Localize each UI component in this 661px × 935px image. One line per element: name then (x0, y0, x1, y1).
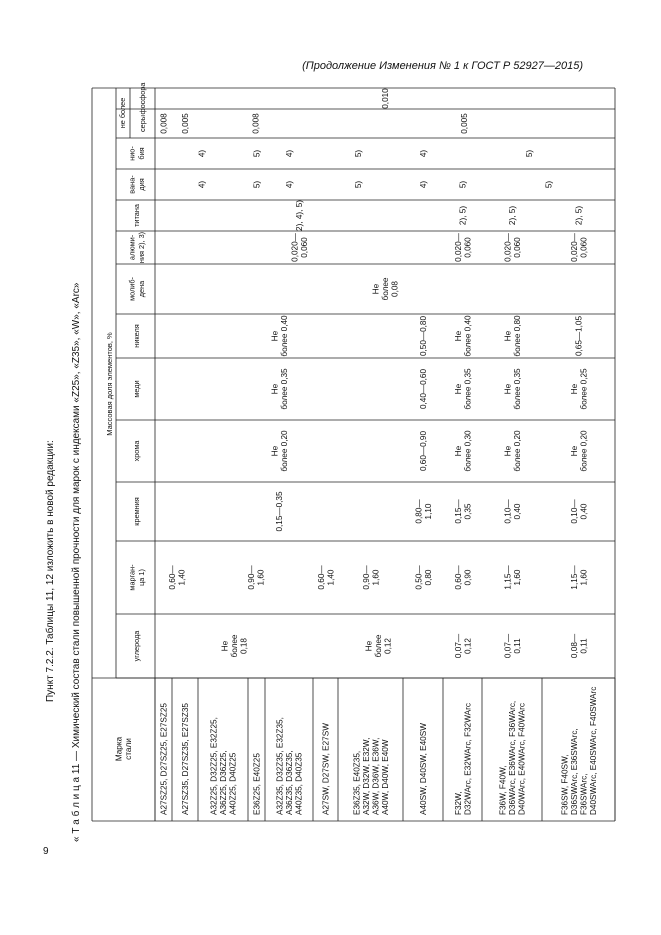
column-header-p-line: фосфора (138, 82, 147, 115)
clause-text: Пункт 7.2.2. Таблицы 11, 12 изложить в новой редакции: (45, 440, 56, 702)
cell-c_b-line: 0,12 (383, 638, 393, 654)
cell-nb_a (198, 150, 207, 158)
column-header-nb-line: нио- (127, 146, 137, 161)
cell-cu_a (270, 368, 289, 410)
cell-cr_e-line: более 0,20 (579, 430, 589, 472)
cell-si_d-line: 0,40 (512, 503, 522, 520)
cell-mn_b-line: 0,90— (246, 565, 256, 590)
cell-ti_a-line: 2), 4), 5) (295, 200, 304, 231)
cell-al_c (503, 232, 522, 261)
cell-mn_d-line: 0,90— (361, 565, 371, 590)
cell-cu_b (419, 369, 428, 410)
cell-si_c-line: 0,35 (463, 503, 473, 520)
cell-mo_a-line: Не (371, 283, 381, 295)
cell-mn_c (317, 565, 336, 590)
cell-mn_g-line: 1,60 (512, 569, 522, 586)
cell-mn_c-line: 0,60— (316, 565, 326, 590)
column-header-c-line: углерода (132, 630, 141, 662)
column-header-v (127, 175, 146, 194)
cell-si_e-line: 0,40 (579, 503, 589, 520)
cell-si_b (414, 499, 433, 524)
grade-name-line: A40W, D40W, E40W (380, 739, 390, 815)
cell-al_d (570, 232, 589, 261)
cell-mn_e-line: 0,50— (414, 565, 424, 590)
cell-c_d-line: 0,11 (512, 638, 522, 654)
cell-mn_h-line: 1,60 (579, 569, 589, 586)
cell-al_c-line: 0,020— (503, 233, 513, 262)
cell-s_c (252, 113, 261, 134)
cell-c_c (454, 633, 473, 658)
cell-cr_e-line: Не (569, 445, 579, 457)
cell-nb_d (354, 150, 363, 158)
cell-ni_d-line: Не (503, 330, 513, 342)
cell-cr_d (503, 430, 522, 472)
cell-si_e (570, 499, 589, 524)
grade-name (160, 703, 169, 815)
grade-name-line: E36Z25, E40Z25 (252, 753, 262, 815)
cell-mn_d-line: 1,60 (371, 569, 381, 586)
cell-si_e-line: 0,10— (569, 499, 579, 524)
cell-c_b-line: Не (364, 640, 374, 652)
cell-mo_a (372, 277, 400, 300)
cell-al_b-line: 0,060 (463, 237, 473, 258)
column-header-v-line: вана- (127, 175, 137, 194)
column-header-si-line: кремния (132, 497, 141, 526)
cell-nb_b (253, 150, 262, 158)
cell-mo_a-line: более (381, 277, 390, 301)
cell-cr_d-line: более 0,20 (512, 430, 522, 472)
cell-c_a (221, 634, 249, 657)
cell-si_d-line: 0,10— (503, 499, 513, 524)
cell-cr_b (419, 431, 428, 472)
column-header-ni-line: никеля (132, 324, 141, 348)
group-header (105, 332, 114, 436)
grade-name-line: D40WArc, E40WArc, F40WArc (517, 703, 527, 815)
cell-v_c-line: 4) (285, 180, 294, 189)
cell-nb_f-line: 5) (525, 149, 534, 158)
cell-v_d-line: 5) (354, 180, 363, 189)
column-header-al-line: алюми- (127, 234, 137, 261)
grade-name-line: D40SWArc, E40SWArc, F40SWArc (588, 686, 598, 815)
cell-si_d (503, 499, 522, 524)
cell-mn_f-line: 0,60— (453, 565, 463, 590)
cell-mo_a-line: 0,08 (390, 281, 400, 297)
cell-c_c-line: 0,12 (463, 638, 473, 654)
cell-al_a-line: 0,020— (290, 233, 300, 262)
grade-name (322, 723, 331, 815)
cell-nb_c (285, 150, 294, 158)
cell-v_d (354, 181, 363, 189)
cell-si_c-line: 0,15— (453, 499, 463, 524)
page-number: 9 (43, 846, 49, 857)
cell-v_b-line: 5) (252, 180, 262, 189)
group-header-line: Массовая доля элементов, % (105, 332, 114, 436)
column-header-nb (127, 146, 146, 161)
cell-cu_a-line: Не (270, 383, 280, 395)
grade-name-line: A27SZ25, D27SZ25, E27SZ25 (159, 703, 169, 815)
cell-c_c-line: 0,07— (453, 633, 463, 659)
cell-nb_c-line: 4) (285, 149, 294, 158)
cell-ti_a (295, 200, 304, 231)
column-header-mn (127, 564, 146, 591)
grade-name-line: F32W, (453, 791, 463, 815)
cell-mn_f (454, 565, 473, 590)
column-header-cr (132, 440, 141, 462)
cell-ti_b (459, 206, 468, 225)
cell-cr_a (270, 430, 289, 472)
cell-cu_e (570, 368, 589, 410)
grade-name-line: A27SZ35, D27SZ35, E27SZ35 (181, 703, 190, 815)
cell-cu_d-line: Не (503, 383, 513, 395)
cell-ni_e (575, 316, 584, 357)
cell-mn_e (414, 565, 433, 590)
cell-c_a-line: Не (220, 640, 230, 652)
cell-v_f-line: 5) (458, 180, 468, 189)
cell-ni_c-line: более 0,40 (463, 315, 473, 357)
column-header-s-line: серы (138, 114, 147, 133)
cell-cr_d-line: Не (503, 445, 513, 457)
cell-mn_h-line: 1,15— (569, 565, 579, 590)
grade-name-line: A27SW, D27SW, E27SW (321, 723, 331, 815)
cell-mn_b-line: 1,60 (256, 569, 266, 586)
grade-name (560, 687, 598, 815)
cell-s_b (181, 113, 190, 134)
cell-c_d (503, 633, 522, 658)
cell-ti_d (575, 206, 584, 225)
cell-al_b (454, 232, 473, 261)
cell-cu_e-line: Не (569, 383, 579, 395)
cell-mn_b (247, 565, 266, 590)
document-header: (Продолжение Изменения № 1 к ГОСТ Р 52927—2015) (302, 60, 583, 72)
cell-c_d-line: 0,07— (503, 633, 513, 659)
grade-name-line: D36WArc, E36WArc, F36WArc, (508, 700, 517, 815)
column-header-ti (132, 203, 141, 227)
grade-name-line: A36W, D36W, E36W, (371, 737, 381, 815)
grade-name-line: A40Z35, D40Z35 (294, 752, 304, 815)
column-header-mo (127, 277, 146, 301)
grade-name-line: F36W, F40W, (498, 765, 508, 815)
cell-mn_e-line: 0,80 (423, 569, 433, 586)
cell-cr_c (454, 430, 473, 472)
cell-cu_c (454, 368, 473, 410)
cell-c_e (570, 633, 589, 658)
cell-s_c-line: 0,008 (251, 113, 261, 134)
cell-cu_b-line: 0,40—0,60 (419, 368, 428, 410)
cell-mn_c-line: 1,40 (326, 569, 336, 586)
cell-c_e-line: 0,08— (569, 633, 579, 659)
cell-si_b-line: 1,10 (423, 503, 433, 520)
column-header-v-line: дия (136, 178, 146, 191)
grade-name-line: F36SWArc, (579, 773, 589, 815)
cell-cu_c-line: Не (453, 383, 463, 395)
cell-mn_d (362, 565, 381, 590)
cell-nb_f (525, 150, 534, 158)
column-header-cu-line: меди (132, 380, 141, 398)
column-header-mo-line: молиб- (127, 277, 137, 301)
cell-cu_e-line: более 0,25 (579, 368, 589, 410)
cell-al_a-line: 0,060 (299, 237, 309, 258)
cell-cu_a-line: более 0,35 (279, 368, 289, 410)
cell-c_b-line: более (374, 634, 383, 658)
column-header-nb-line: бия (136, 147, 146, 160)
cell-al_d-line: 0,060 (579, 237, 589, 258)
cell-ni_a-line: Не (270, 330, 280, 342)
cell-s_d (460, 113, 469, 134)
column-header-s (138, 115, 147, 132)
grade-name (210, 717, 238, 815)
grade-name-line: A40Z25, D40Z25 (228, 752, 238, 815)
grade-name-line: A36Z35, D36Z35, (285, 750, 294, 815)
cell-ni_d-line: более 0,80 (512, 315, 522, 357)
cell-cr_b-line: 0,60—0,90 (419, 430, 428, 472)
cell-v_g (545, 181, 554, 189)
grade-name-line: A32Z25, D32Z25, E32Z25, (209, 717, 219, 815)
cell-cr_a-line: Не (270, 445, 280, 457)
column-header-cr-line: хрома (132, 440, 141, 462)
cell-si_b-line: 0,80— (414, 499, 424, 524)
column-header-p (138, 82, 147, 115)
grade-name-line: E36Z35, E40Z35, (352, 750, 362, 815)
cell-ti_c-line: 2), 5) (508, 205, 517, 226)
cell-v_c (285, 181, 294, 189)
cell-si_c (454, 499, 473, 524)
cell-si_a-line: 0,15—0,35 (275, 491, 284, 532)
cell-v_e (419, 181, 428, 189)
cell-al_d-line: 0,020— (569, 233, 579, 262)
cell-cr_c-line: Не (453, 445, 463, 457)
cell-ni_c (454, 315, 473, 357)
cell-mn_a (168, 565, 187, 590)
cell-ni_b (419, 316, 428, 357)
column-header-grade-line: Марка (114, 736, 124, 762)
cell-cu_c-line: более 0,35 (463, 368, 473, 410)
column-header-ti-line: титана (132, 204, 141, 227)
grade-name (276, 717, 304, 815)
column-header-al (127, 232, 146, 263)
cell-cr_e (570, 430, 589, 472)
column-header-mn-line: марган- (127, 564, 137, 591)
cell-cu_d (503, 368, 522, 410)
cell-mn_h (570, 565, 589, 590)
cell-v_f (459, 181, 468, 189)
cell-mn_f-line: 0,90 (463, 569, 473, 586)
cell-al_b-line: 0,020— (453, 233, 463, 262)
cell-s_b-line: 0,005 (181, 113, 190, 134)
cell-v_a-line: 4) (197, 180, 207, 189)
cell-mn_a-line: 1,40 (177, 569, 187, 586)
cell-nb_d-line: 5) (354, 149, 363, 158)
grade-name-line: A32W, D32W, E32W, (361, 737, 371, 815)
cell-mn_g-line: 1,15— (503, 565, 513, 590)
cell-c_b (365, 634, 393, 657)
cell-ni_d (503, 315, 522, 357)
cell-v_e-line: 4) (419, 180, 428, 189)
column-header-ni (132, 324, 141, 347)
cell-p_a-line: 0,010 (381, 88, 390, 109)
cell-c_e-line: 0,11 (579, 638, 589, 654)
cell-ni_c-line: Не (453, 330, 463, 342)
column-header-si (132, 497, 141, 525)
column-header-mo-line: дена (136, 280, 146, 298)
cell-mn_g (503, 565, 522, 590)
cell-ni_a (270, 315, 289, 357)
cell-si_a (275, 491, 284, 532)
cell-mn_a-line: 0,60— (167, 565, 177, 590)
cell-c_a-line: более (230, 634, 239, 658)
grade-name (499, 701, 527, 815)
column-header-al-line: ния 2), 3) (136, 231, 146, 264)
grade-name-line: A40SW, D40SW, E40SW (419, 723, 428, 815)
cell-v_g-line: 5) (544, 180, 554, 189)
table-caption: « Т а б л и ц а 11 — Химический состав стали повышенной прочности для марок с индексами «Z25», «Z35», «W», «Arc» (71, 282, 82, 842)
grade-name-line: F36SW, F40SW, (560, 754, 570, 815)
cell-ni_e-line: 0,65—1,05 (574, 315, 584, 357)
grade-name-line: A32Z35, D32Z35, E32Z35, (275, 717, 285, 815)
cell-nb_b-line: 5) (252, 149, 262, 158)
column-header-grade-line: стали (123, 738, 133, 760)
column-header-grade (114, 736, 133, 761)
grade-name-line: D36SWArc, E36SWArc, (569, 728, 579, 815)
grade-name-line: A36Z25, D36Z25, (219, 750, 228, 815)
grade-name (352, 738, 390, 815)
cell-cr_c-line: более 0,30 (463, 430, 473, 472)
cell-s_d-line: 0,005 (460, 113, 469, 134)
grade-name (181, 703, 190, 815)
cell-c_a-line: 0,18 (239, 638, 249, 654)
cell-p_a (381, 88, 390, 109)
column-header-mn-line: ца 1) (136, 569, 146, 586)
cell-ti_d-line: 2), 5) (574, 205, 584, 226)
cell-ti_b-line: 2), 5) (458, 205, 468, 226)
grade-name (454, 703, 473, 815)
cell-nb_a-line: 4) (197, 149, 207, 158)
column-header-max-line: не более (118, 97, 127, 129)
cell-ti_c (508, 206, 517, 225)
cell-cu_d-line: более 0,35 (512, 368, 522, 410)
cell-v_b (253, 181, 262, 189)
column-header-cu (132, 380, 141, 397)
grade-name (419, 723, 428, 815)
grade-name (253, 753, 262, 815)
column-header-max (118, 98, 127, 129)
cell-ni_a-line: более 0,40 (279, 315, 289, 357)
cell-s_a-line: 0,008 (159, 113, 169, 134)
cell-cr_a-line: более 0,20 (279, 430, 289, 472)
cell-s_a (160, 113, 169, 134)
cell-v_a (198, 181, 207, 189)
cell-nb_e-line: 4) (419, 149, 428, 158)
cell-al_a (290, 232, 309, 261)
column-header-c (132, 630, 141, 662)
grade-name-line: D32WArc, E32WArc, F32WArc (463, 703, 473, 815)
cell-al_c-line: 0,060 (512, 237, 522, 258)
cell-nb_e (419, 150, 428, 158)
cell-ni_b-line: 0,50—0,80 (419, 315, 428, 357)
